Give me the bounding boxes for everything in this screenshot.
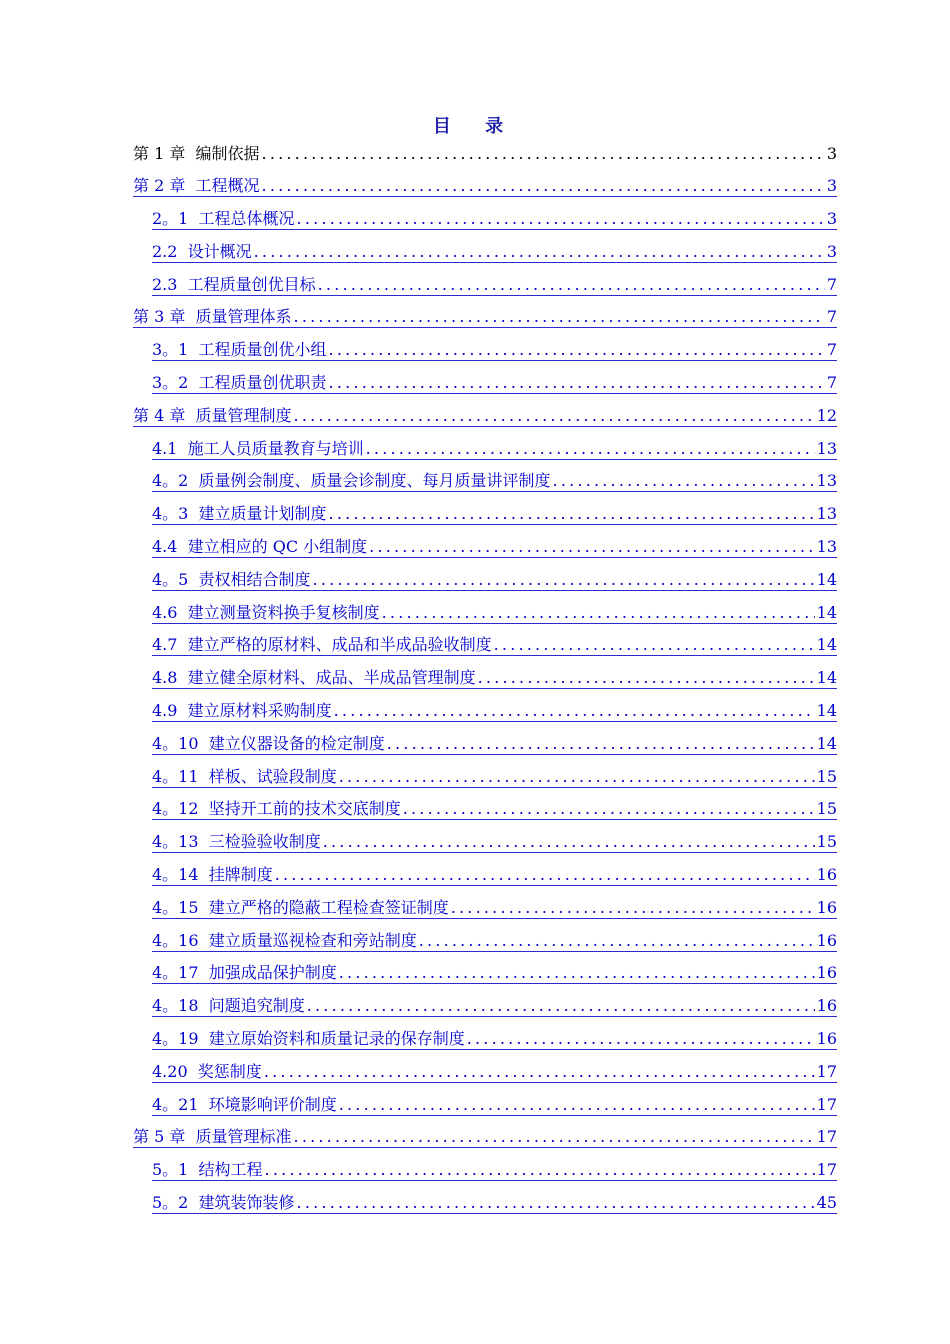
toc-entry-page-number: 17: [816, 1061, 837, 1081]
toc-entry[interactable]: [133, 204, 837, 237]
toc-dot-leader: [339, 768, 815, 786]
toc-entry-label: 4.20 奖惩制度: [152, 1061, 262, 1081]
toc-entry[interactable]: [133, 761, 837, 794]
toc-entry-line: [133, 145, 837, 164]
toc-entry-label: 第 4 章 质量管理制度: [133, 405, 292, 425]
toc-entry-label: 4。14 挂牌制度: [152, 864, 273, 884]
toc-dot-leader: [254, 243, 825, 261]
toc-entry-label: 4.4 建立相应的 QC 小组制度: [152, 536, 368, 556]
toc-dot-leader: [275, 866, 815, 884]
toc-entry-line: [152, 276, 837, 296]
toc-dot-leader: [294, 407, 815, 425]
toc-entry-page-number: 16: [816, 864, 837, 884]
toc-dot-leader: [494, 636, 815, 654]
toc-entry-line: [152, 669, 837, 689]
toc-entry-line: [152, 374, 837, 394]
toc-entry-label: 3。2 工程质量创优职责: [152, 372, 327, 392]
toc-dot-leader: [478, 669, 815, 687]
toc-entry-label: 3。1 工程质量创优小组: [152, 340, 327, 360]
toc-dot-leader: [318, 276, 825, 294]
toc-dot-leader: [387, 735, 815, 753]
toc-entry-label: 4.8 建立健全原材料、成品、半成品管理制度: [152, 668, 476, 688]
toc-entry-page-number: 16: [816, 930, 837, 950]
toc-entry-line: [152, 735, 837, 755]
toc-entry-line: [152, 899, 837, 919]
toc-dot-leader: [313, 571, 815, 589]
toc-entry-line: [152, 505, 837, 525]
toc-list: [133, 138, 837, 1220]
toc-entry-label: 2.2 设计概况: [152, 241, 252, 261]
toc-entry[interactable]: [133, 1089, 837, 1122]
toc-dot-leader: [294, 308, 825, 326]
toc-entry-label: 4。11 样板、试验段制度: [152, 766, 337, 786]
toc-entry-page-number: 13: [816, 471, 837, 491]
toc-entry[interactable]: [133, 532, 837, 565]
toc-entry-line: [133, 407, 837, 427]
toc-entry[interactable]: [133, 1056, 837, 1089]
toc-dot-leader: [329, 341, 825, 359]
toc-entry-line: [152, 571, 837, 591]
toc-entry-page-number: 14: [816, 602, 837, 622]
toc-entry-line: [152, 866, 837, 886]
toc-entry[interactable]: [133, 433, 837, 466]
toc-entry-label: 4.9 建立原材料采购制度: [152, 700, 332, 720]
toc-entry-label: 第 2 章 工程概况: [133, 176, 260, 196]
toc-entry-label: 4。17 加强成品保护制度: [152, 963, 337, 983]
toc-entry-line: [152, 472, 837, 492]
toc-entry-page-number: 16: [816, 897, 837, 917]
toc-entry-label: 2.3 工程质量创优目标: [152, 274, 316, 294]
toc-entry-line: [152, 833, 837, 853]
toc-entry-label: 5。2 建筑装饰装修: [152, 1192, 295, 1212]
toc-entry[interactable]: [133, 499, 837, 532]
toc-entry-line: [133, 1128, 837, 1148]
toc-dot-leader: [265, 1161, 815, 1179]
toc-dot-leader: [297, 1194, 815, 1212]
toc-dot-leader: [264, 1063, 815, 1081]
toc-entry-label: 4.7 建立严格的原材料、成品和半成品验收制度: [152, 635, 492, 655]
toc-entry-line: [152, 932, 837, 952]
toc-entry-line: [152, 1030, 837, 1050]
toc-entry[interactable]: [133, 860, 837, 893]
toc-entry[interactable]: [133, 925, 837, 958]
toc-entry[interactable]: [133, 400, 837, 433]
toc-dot-leader: [329, 505, 815, 523]
toc-entry-label: 4。2 质量例会制度、质量会诊制度、每月质量讲评制度: [152, 471, 551, 491]
toc-entry-label: 4。10 建立仪器设备的检定制度: [152, 733, 385, 753]
toc-entry[interactable]: [133, 1122, 837, 1155]
toc-dot-leader: [329, 374, 825, 392]
toc-entry-line: [152, 636, 837, 656]
toc-entry-line: [152, 800, 837, 820]
toc-entry-label: 第 1 章 编制依据: [133, 143, 260, 163]
toc-entry-page-number: 7: [826, 307, 837, 327]
toc-entry-label: 4。3 建立质量计划制度: [152, 504, 327, 524]
toc-entry-label: 4.1 施工人员质量教育与培训: [152, 438, 364, 458]
toc-entry-label: 4。18 问题追究制度: [152, 996, 305, 1016]
toc-entry-line: [152, 604, 837, 624]
toc-entry-page-number: 7: [826, 274, 837, 294]
toc-entry-page-number: 45: [816, 1192, 837, 1212]
toc-entry-line: [152, 702, 837, 722]
toc-entry-page-number: 14: [816, 668, 837, 688]
toc-entry[interactable]: [133, 564, 837, 597]
toc-dot-leader: [262, 145, 825, 163]
toc-entry-line: [152, 440, 837, 460]
toc-entry-page-number: 3: [826, 143, 837, 163]
toc-entry-page-number: 13: [816, 504, 837, 524]
toc-entry-page-number: 15: [816, 766, 837, 786]
toc-entry-line: [133, 308, 837, 328]
toc-entry-line: [152, 1161, 837, 1181]
toc-dot-leader: [553, 472, 815, 490]
toc-entry-line: [152, 210, 837, 230]
toc-entry-page-number: 17: [816, 1127, 837, 1147]
toc-dot-leader: [262, 177, 825, 195]
toc-entry[interactable]: [133, 466, 837, 499]
toc-entry: [133, 138, 837, 171]
toc-entry-label: 4。21 环境影响评价制度: [152, 1094, 337, 1114]
toc-entry-line: [133, 177, 837, 197]
toc-entry[interactable]: [133, 728, 837, 761]
toc-dot-leader: [339, 1096, 815, 1114]
toc-entry[interactable]: [133, 696, 837, 729]
toc-dot-leader: [366, 440, 815, 458]
toc-entry-line: [152, 964, 837, 984]
toc-entry[interactable]: [133, 171, 837, 204]
toc-dot-leader: [369, 538, 814, 556]
toc-entry-page-number: 14: [816, 733, 837, 753]
toc-entry[interactable]: [133, 368, 837, 401]
toc-entry-line: [152, 1063, 837, 1083]
toc-dot-leader: [297, 210, 825, 228]
toc-entry-page-number: 15: [816, 799, 837, 819]
toc-entry-label: 4。13 三检验验收制度: [152, 832, 321, 852]
toc-entry-page-number: 16: [816, 1028, 837, 1048]
toc-entry[interactable]: [133, 335, 837, 368]
toc-entry[interactable]: [133, 1188, 837, 1221]
toc-entry-page-number: 14: [816, 569, 837, 589]
toc-entry-page-number: 17: [816, 1160, 837, 1180]
toc-entry[interactable]: [133, 630, 837, 663]
toc-entry-label: 4。19 建立原始资料和质量记录的保存制度: [152, 1028, 465, 1048]
toc-entry-line: [152, 997, 837, 1017]
toc-entry-line: [152, 243, 837, 263]
toc-entry-line: [152, 768, 837, 788]
toc-dot-leader: [307, 997, 815, 1015]
toc-entry-label: 4。5 责权相结合制度: [152, 569, 311, 589]
toc-entry-page-number: 14: [816, 700, 837, 720]
toc-entry[interactable]: [133, 302, 837, 335]
toc-entry-page-number: 13: [816, 536, 837, 556]
toc-entry-label: 5。1 结构工程: [152, 1160, 263, 1180]
toc-dot-leader: [419, 932, 815, 950]
toc-title: 目 录: [432, 116, 518, 137]
toc-entry-line: [152, 1096, 837, 1116]
toc-entry[interactable]: [133, 236, 837, 269]
toc-entry[interactable]: [133, 794, 837, 827]
toc-entry-label: 4。12 坚持开工前的技术交底制度: [152, 799, 401, 819]
toc-dot-leader: [323, 833, 815, 851]
toc-dot-leader: [467, 1030, 815, 1048]
toc-entry-page-number: 7: [826, 372, 837, 392]
toc-entry[interactable]: [133, 663, 837, 696]
toc-entry-label: 第 3 章 质量管理体系: [133, 307, 292, 327]
toc-entry-page-number: 7: [826, 340, 837, 360]
toc-dot-leader: [403, 800, 815, 818]
toc-entry-label: 4。16 建立质量巡视检查和旁站制度: [152, 930, 417, 950]
toc-entry-label: 4.6 建立测量资料换手复核制度: [152, 602, 380, 622]
toc-dot-leader: [451, 899, 815, 917]
toc-dot-leader: [382, 604, 815, 622]
toc-entry[interactable]: [133, 1155, 837, 1188]
toc-entry-label: 4。15 建立严格的隐蔽工程检查签证制度: [152, 897, 449, 917]
toc-entry-page-number: 16: [816, 963, 837, 983]
toc-entry[interactable]: [133, 958, 837, 991]
toc-entry[interactable]: [133, 991, 837, 1024]
toc-entry-page-number: 12: [816, 405, 837, 425]
toc-entry-page-number: 16: [816, 996, 837, 1016]
toc-dot-leader: [334, 702, 815, 720]
toc-entry[interactable]: [133, 827, 837, 860]
toc-entry-page-number: 14: [816, 635, 837, 655]
toc-entry-page-number: 13: [816, 438, 837, 458]
toc-dot-leader: [339, 964, 815, 982]
toc-entry-page-number: 17: [816, 1094, 837, 1114]
toc-entry[interactable]: [133, 892, 837, 925]
toc-entry-line: [152, 341, 837, 361]
toc-entry-label: 第 5 章 质量管理标准: [133, 1127, 292, 1147]
toc-entry-page-number: 3: [826, 208, 837, 228]
toc-dot-leader: [294, 1128, 815, 1146]
toc-entry-page-number: 15: [816, 832, 837, 852]
toc-entry[interactable]: [133, 597, 837, 630]
toc-entry-line: [152, 1194, 837, 1214]
toc-entry-page-number: 3: [826, 241, 837, 261]
toc-entry-page-number: 3: [826, 176, 837, 196]
toc-entry[interactable]: [133, 1024, 837, 1057]
toc-entry[interactable]: [133, 269, 837, 302]
toc-entry-line: [152, 538, 837, 558]
toc-entry-label: 2。1 工程总体概况: [152, 208, 295, 228]
